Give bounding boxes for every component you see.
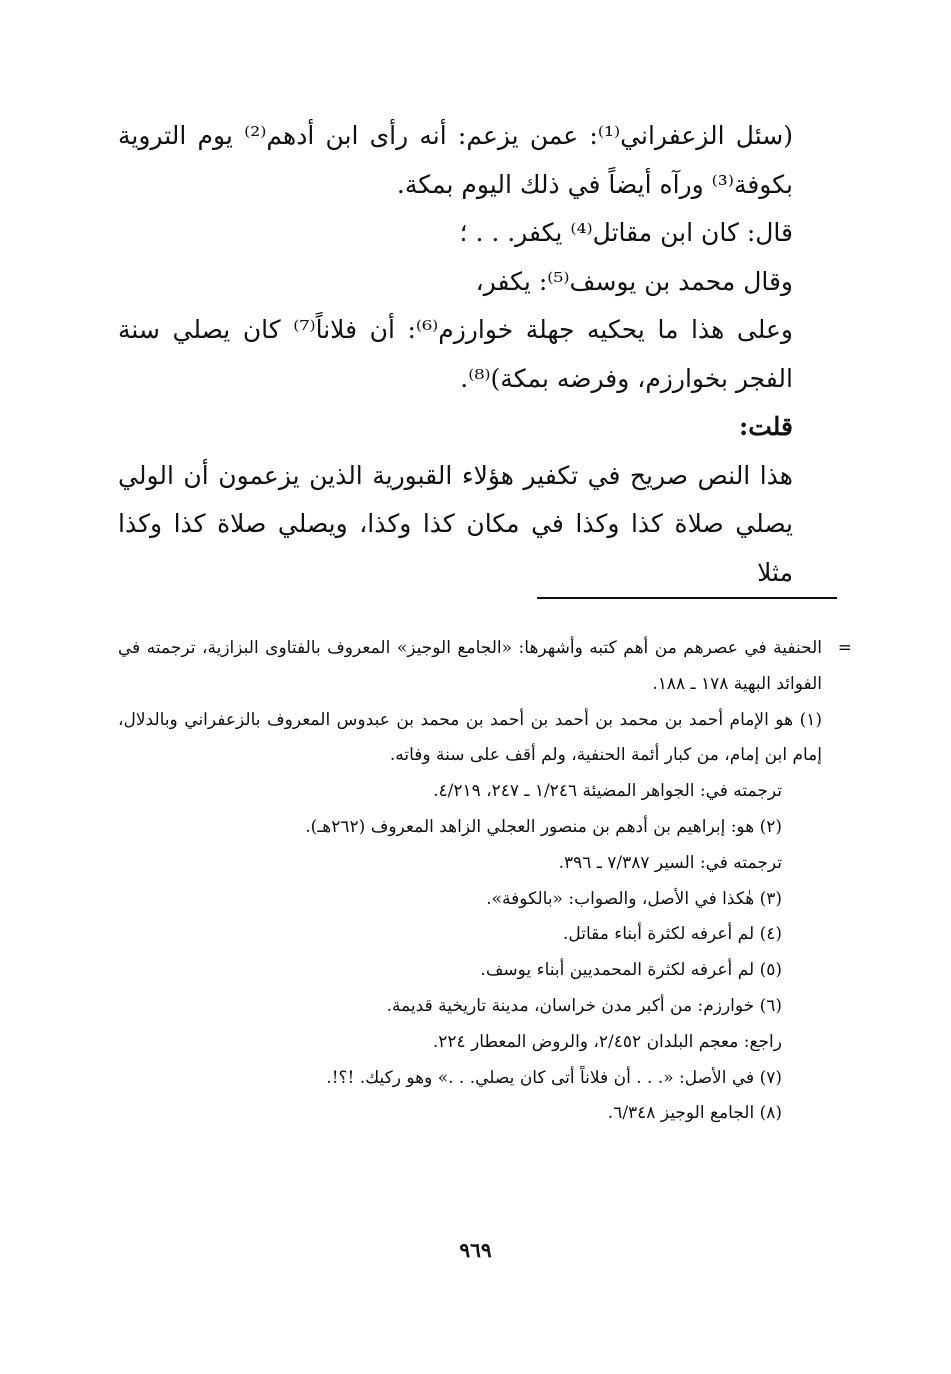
main-text bbox=[118, 112, 838, 597]
footnote-1: (١) هو الإمام أحمد بن محمد بن أحمد بن أحمد بن محمد بن عبدوس المعروف بالزعفراني وبالدلال، إمام ابن إمام، من كبار أئمة الحنفية، ولم أقف على سنة وفاته. bbox=[118, 709, 822, 766]
footnote-3: (٣) هٰكذا في الأصل، والصواب: «بالكوفة». bbox=[486, 888, 782, 909]
section-heading: قلت: bbox=[738, 412, 793, 441]
paragraph-commentary: هذا النص صريح في تكفير هؤلاء القبورية الذين يزعمون أن الولي يصلي صلاة كذا وكذا في مكان كذا وكذا، ويصلي صلاة كذا وكذا مثلا bbox=[118, 460, 794, 587]
paragraph-ibn-muqatil: قال: كان ابن مقاتل⁽⁴⁾ يكفر. . . ؛ bbox=[459, 218, 793, 247]
continuation-mark: = bbox=[837, 638, 852, 658]
footnote-1-reference: ترجمته في: الجواهر المضيئة ١/٢٤٦ ـ ٢٤٧، ٤/٢١٩. bbox=[433, 781, 782, 802]
footnote-6: (٦) خوارزم: من أكبر مدن خراسان، مدينة تاريخية قديمة. bbox=[386, 995, 782, 1016]
page-number: ٩٦٩ bbox=[459, 1238, 492, 1262]
footnote-continuation-text: الحنفية في عصرهم من أهم كتبه وأشهرها: «الجامع الوجيز» المعروف بالفتاوى البزازية، ترجمته في الفوائد البهية ١٧٨ ـ ١٨٨. bbox=[118, 638, 822, 694]
paragraph-quote-start: (سئل الزعفراني⁽¹⁾: عمن يزعم: أنه رأى ابن أدهم⁽²⁾ يوم التروية بكوفة⁽³⁾ ورآه أيضاً في ذلك اليوم بمكة. bbox=[118, 121, 793, 199]
footnote-6-reference: راجع: معجم البلدان ٢/٤٥٢، والروض المعطار ٢٢٤. bbox=[432, 1031, 782, 1052]
footnotes bbox=[118, 631, 852, 1132]
footnote-5: (٥) لم أعرفه لكثرة المحمديين أبناء يوسف. bbox=[480, 960, 782, 981]
footnote-2-reference: ترجمته في: السير ٧/٣٨٧ ـ ٣٩٦. bbox=[558, 852, 782, 873]
footnote-7: (٧) في الأصل: «. . . أن فلاناً أتى كان يصلي. . .» وهو ركيك. !؟!. bbox=[326, 1067, 782, 1088]
footnote-4: (٤) لم أعرفه لكثرة أبناء مقاتل. bbox=[562, 924, 782, 945]
paragraph-khwarazm: وعلى هذا ما يحكيه جهلة خوارزم⁽⁶⁾: أن فلاناً⁽⁷⁾ كان يصلي سنة الفجر بخوارزم، وفرضه بمكة)⁽⁸⁾. bbox=[118, 315, 793, 393]
footnote-2: (٢) هو: إبراهيم بن أدهم بن منصور العجلي الزاهد المعروف (٢٦٢هـ). bbox=[305, 816, 782, 837]
footnote-continuation bbox=[118, 631, 852, 703]
footnote-separator bbox=[537, 597, 837, 599]
paragraph-muhammad-ibn-yusuf: وقال محمد بن يوسف⁽⁵⁾: يكفر، bbox=[475, 266, 793, 296]
footnote-8: (٨) الجامع الوجيز ٦/٣٤٨. bbox=[607, 1103, 782, 1124]
